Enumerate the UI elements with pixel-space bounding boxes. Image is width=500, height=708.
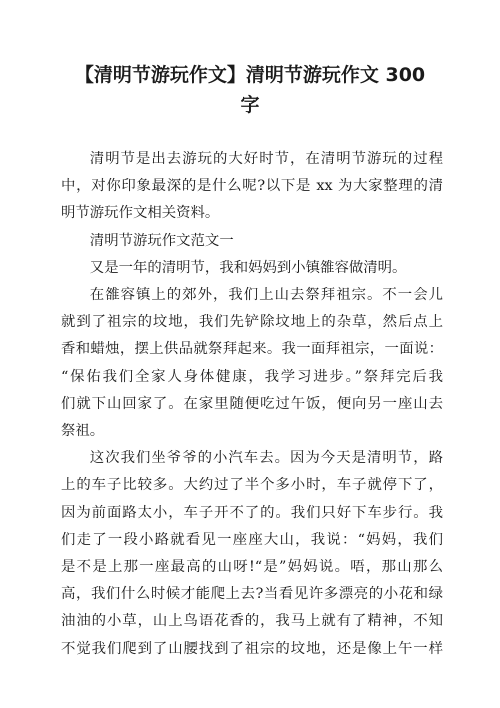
paragraph-2 — [61, 282, 443, 445]
text-line: 不觉我们爬到了山腰找到了祖宗的坟地，还是像上午一样 — [61, 640, 443, 657]
text-line: 因为前面路太小，车子开不了的。我们只好下车步行。我 — [61, 504, 443, 521]
text-line: “保佑我们全家人身体健康，我学习进步。”祭拜完后我 — [61, 368, 443, 385]
text-line: 油油的小草，山上鸟语花香的，我马上就有了精神，不知 — [61, 613, 443, 630]
text-line: 祭祖。 — [61, 423, 105, 440]
text-line: 中，对你印象最深的是什么呢?以下是 xx 为大家整理的清 — [61, 178, 443, 195]
text-line: 们就下山回家了。在家里随便吃过午饭，便向另一座山去 — [61, 395, 443, 412]
text-line: 香和蜡烛，摆上供品就祭拜起来。我一面拜祖宗，一面说： — [61, 341, 443, 358]
text-line: 就到了祖宗的坟地，我们先铲除坟地上的杂草，然后点上 — [61, 314, 443, 331]
text-line: 明节游玩作文相关资料。 — [61, 205, 220, 222]
text-line: 高，我们什么时候才能爬上去?当看见许多漂亮的小花和绿 — [61, 586, 443, 603]
section-heading — [61, 228, 443, 255]
document-title — [70, 60, 430, 120]
paragraph-3 — [61, 445, 443, 663]
title-line-2: 字 — [240, 94, 260, 116]
intro-paragraph — [61, 146, 443, 228]
text-line: 这次我们坐爷爷的小汽车去。因为今天是清明节，路 — [89, 450, 443, 467]
text-line: 上的车子比较多。大约过了半个多小时，车子就停下了， — [61, 477, 443, 494]
paragraph-1 — [61, 255, 443, 282]
text-line: 在雒容镇上的郊外，我们上山去祭拜祖宗。不一会儿 — [89, 287, 443, 304]
title-line-1: 【清明节游玩作文】清明节游玩作文 300 — [74, 64, 426, 86]
text-line: 是不是上那一座最高的山呀!“是”妈妈说。唔，那山那么 — [61, 559, 443, 576]
text-line: 们走了一段小路就看见一座座大山，我说：“妈妈，我们 — [61, 531, 443, 548]
text-line: 清明节游玩作文范文一 — [89, 232, 234, 249]
document-body — [61, 146, 443, 663]
text-line: 又是一年的清明节，我和妈妈到小镇雒容做清明。 — [89, 259, 407, 276]
text-line: 清明节是出去游玩的大好时节，在清明节游玩的过程 — [89, 151, 443, 167]
